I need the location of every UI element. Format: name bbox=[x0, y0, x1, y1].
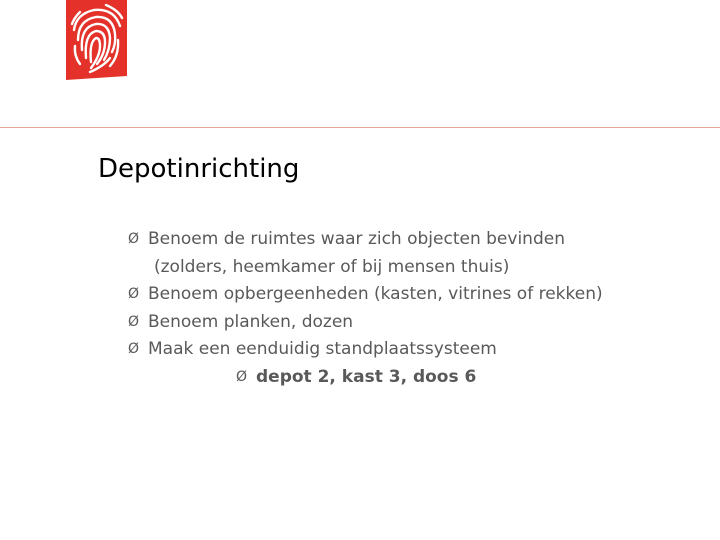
sub-bullet bbox=[236, 364, 476, 392]
bullet-text: Benoem opbergeenheden (kasten, vitrines of rekken) bbox=[148, 284, 603, 304]
list-item bbox=[128, 226, 603, 281]
slide-title: Depotinrichting bbox=[98, 154, 300, 184]
arrow-bullet-icon: Ø bbox=[128, 231, 140, 247]
arrow-bullet-icon: Ø bbox=[236, 369, 248, 385]
list-item bbox=[128, 281, 603, 309]
sub-bullet-text: depot 2, kast 3, doos 6 bbox=[256, 367, 477, 387]
bullet-text: Maak een eenduidig standplaatssysteem bbox=[148, 339, 497, 359]
bullet-continuation: (zolders, heemkamer of bij mensen thuis) bbox=[154, 256, 510, 277]
arrow-bullet-icon: Ø bbox=[128, 313, 140, 330]
bullet-text: Benoem de ruimtes waar zich objecten bevinden bbox=[148, 229, 565, 249]
arrow-bullet-icon: Ø bbox=[128, 341, 140, 357]
arrow-bullet-icon: Ø bbox=[128, 286, 140, 302]
list-item bbox=[128, 309, 603, 337]
bullet-text: Benoem planken, dozen bbox=[148, 311, 354, 332]
bullet-list bbox=[128, 226, 603, 364]
list-item bbox=[128, 336, 603, 364]
logo bbox=[66, 0, 127, 80]
header-divider bbox=[0, 127, 720, 128]
fingerprint-icon bbox=[66, 0, 127, 80]
